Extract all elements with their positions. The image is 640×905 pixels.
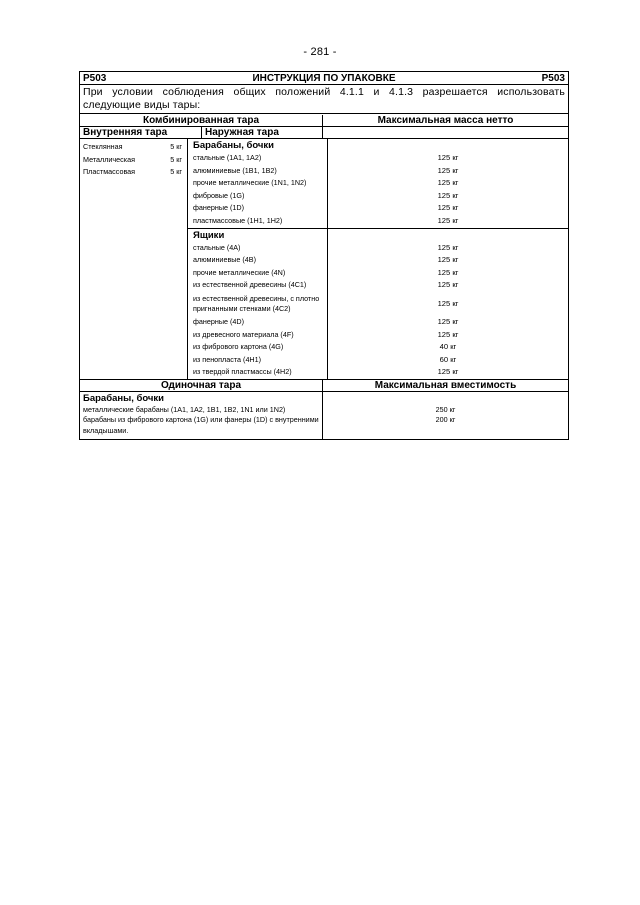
max-capacity-heading: Максимальная вместимость xyxy=(374,379,517,391)
max-mass-value: 40 кг xyxy=(439,342,457,352)
single-capacity-list xyxy=(323,392,568,440)
inner-packaging-heading: Внутренняя тара xyxy=(80,127,202,138)
max-mass-value: 60 кг xyxy=(439,354,457,364)
inner-item-mass: 5 кг xyxy=(170,141,182,151)
outer-item: из древесного материала (4F) xyxy=(193,329,294,339)
inner-item xyxy=(83,140,187,153)
outer-item: из естественной древесины, с плотно пригнанными стенками (4C2) xyxy=(193,293,320,313)
outer-item: алюминиевые (1B1, 1B2) xyxy=(193,165,277,175)
single-packaging-heading: Одиночная тара xyxy=(80,380,323,391)
outer-item: прочие металлические (1N1, 1N2) xyxy=(193,178,307,188)
packing-instruction-table xyxy=(79,71,569,440)
single-item: металлические барабаны (1A1, 1A2, 1B1, 1B2, 1N1 или 1N2) xyxy=(83,404,286,414)
outer-item: фанерные (4D) xyxy=(193,316,244,326)
max-mass-value: 125 кг xyxy=(437,329,459,339)
outer-group-title: Ящики xyxy=(188,228,327,242)
max-mass-value: 125 кг xyxy=(437,316,459,326)
instruction-header xyxy=(80,72,568,85)
single-packaging-list xyxy=(80,392,323,440)
outer-item: фибровые (1G) xyxy=(193,190,245,200)
combined-subheader-row xyxy=(80,127,568,139)
single-group-title: Барабаны, бочки xyxy=(83,392,165,404)
outer-item: из твердой пластмассы (4H2) xyxy=(193,367,292,377)
max-mass-value: 125 кг xyxy=(437,298,459,308)
single-body xyxy=(80,392,568,440)
max-mass-value: 125 кг xyxy=(437,255,459,265)
single-capacity-value: 200 кг xyxy=(435,415,456,425)
outer-item: пластмассовые (1H1, 1H2) xyxy=(193,215,283,225)
page-number: - 281 - xyxy=(303,46,337,58)
combined-header-row xyxy=(80,114,568,127)
inner-item-name: Стеклянная xyxy=(83,141,123,151)
code-right: P503 xyxy=(541,72,565,84)
outer-item: алюминиевые (4B) xyxy=(193,255,256,265)
outer-item: из естественной древесины (4C1) xyxy=(193,280,307,290)
instruction-title: ИНСТРУКЦИЯ ПО УПАКОВКЕ xyxy=(252,72,396,84)
max-mass-value: 125 кг xyxy=(437,242,459,252)
outer-item: из пенопласта (4H1) xyxy=(193,354,262,364)
outer-item: стальные (4A) xyxy=(193,242,241,252)
max-mass-value: 125 кг xyxy=(437,190,459,200)
max-mass-list xyxy=(328,139,568,379)
inner-item-name: Металлическая xyxy=(83,154,135,164)
code-left: P503 xyxy=(83,72,107,84)
single-item: барабаны из фибрового картона (1G) или фанеры (1D) с внутренними вкладышами. xyxy=(83,415,319,435)
outer-packaging-heading: Наружная тара xyxy=(202,127,323,138)
single-capacity-value: 250 кг xyxy=(435,404,456,414)
max-mass-value: 125 кг xyxy=(437,215,459,225)
inner-item xyxy=(83,153,187,166)
max-mass-value: 125 кг xyxy=(437,178,459,188)
max-mass-value: 125 кг xyxy=(437,267,459,277)
inner-item xyxy=(83,166,187,179)
intro-paragraph: При условии соблюдения общих положений 4.1.1 и 4.1.3 разрешается использовать следующие виды тары: xyxy=(80,85,568,114)
inner-packaging-list xyxy=(80,139,187,379)
max-mass-value: 125 кг xyxy=(437,153,459,162)
inner-item-name: Пластмассовая xyxy=(83,167,136,177)
outer-item: фанерные (1D) xyxy=(193,203,244,213)
single-header-row xyxy=(80,380,568,392)
max-mass-value: 125 кг xyxy=(437,280,459,290)
outer-group-title: Барабаны, бочки xyxy=(193,140,275,151)
max-net-mass-heading: Максимальная масса нетто xyxy=(377,114,514,126)
outer-item: стальные (1A1, 1A2) xyxy=(193,153,262,162)
combined-body xyxy=(80,139,568,380)
outer-item: прочие металлические (4N) xyxy=(193,267,286,277)
max-mass-value: 125 кг xyxy=(437,203,459,213)
max-mass-value: 125 кг xyxy=(437,367,459,377)
outer-item: из фибрового картона (4G) xyxy=(193,342,284,352)
inner-item-mass: 5 кг xyxy=(170,167,182,177)
outer-packaging-list xyxy=(187,139,328,379)
max-mass-value: 125 кг xyxy=(437,165,459,175)
combined-heading: Комбинированная тара xyxy=(80,115,323,126)
inner-item-mass: 5 кг xyxy=(170,154,182,164)
